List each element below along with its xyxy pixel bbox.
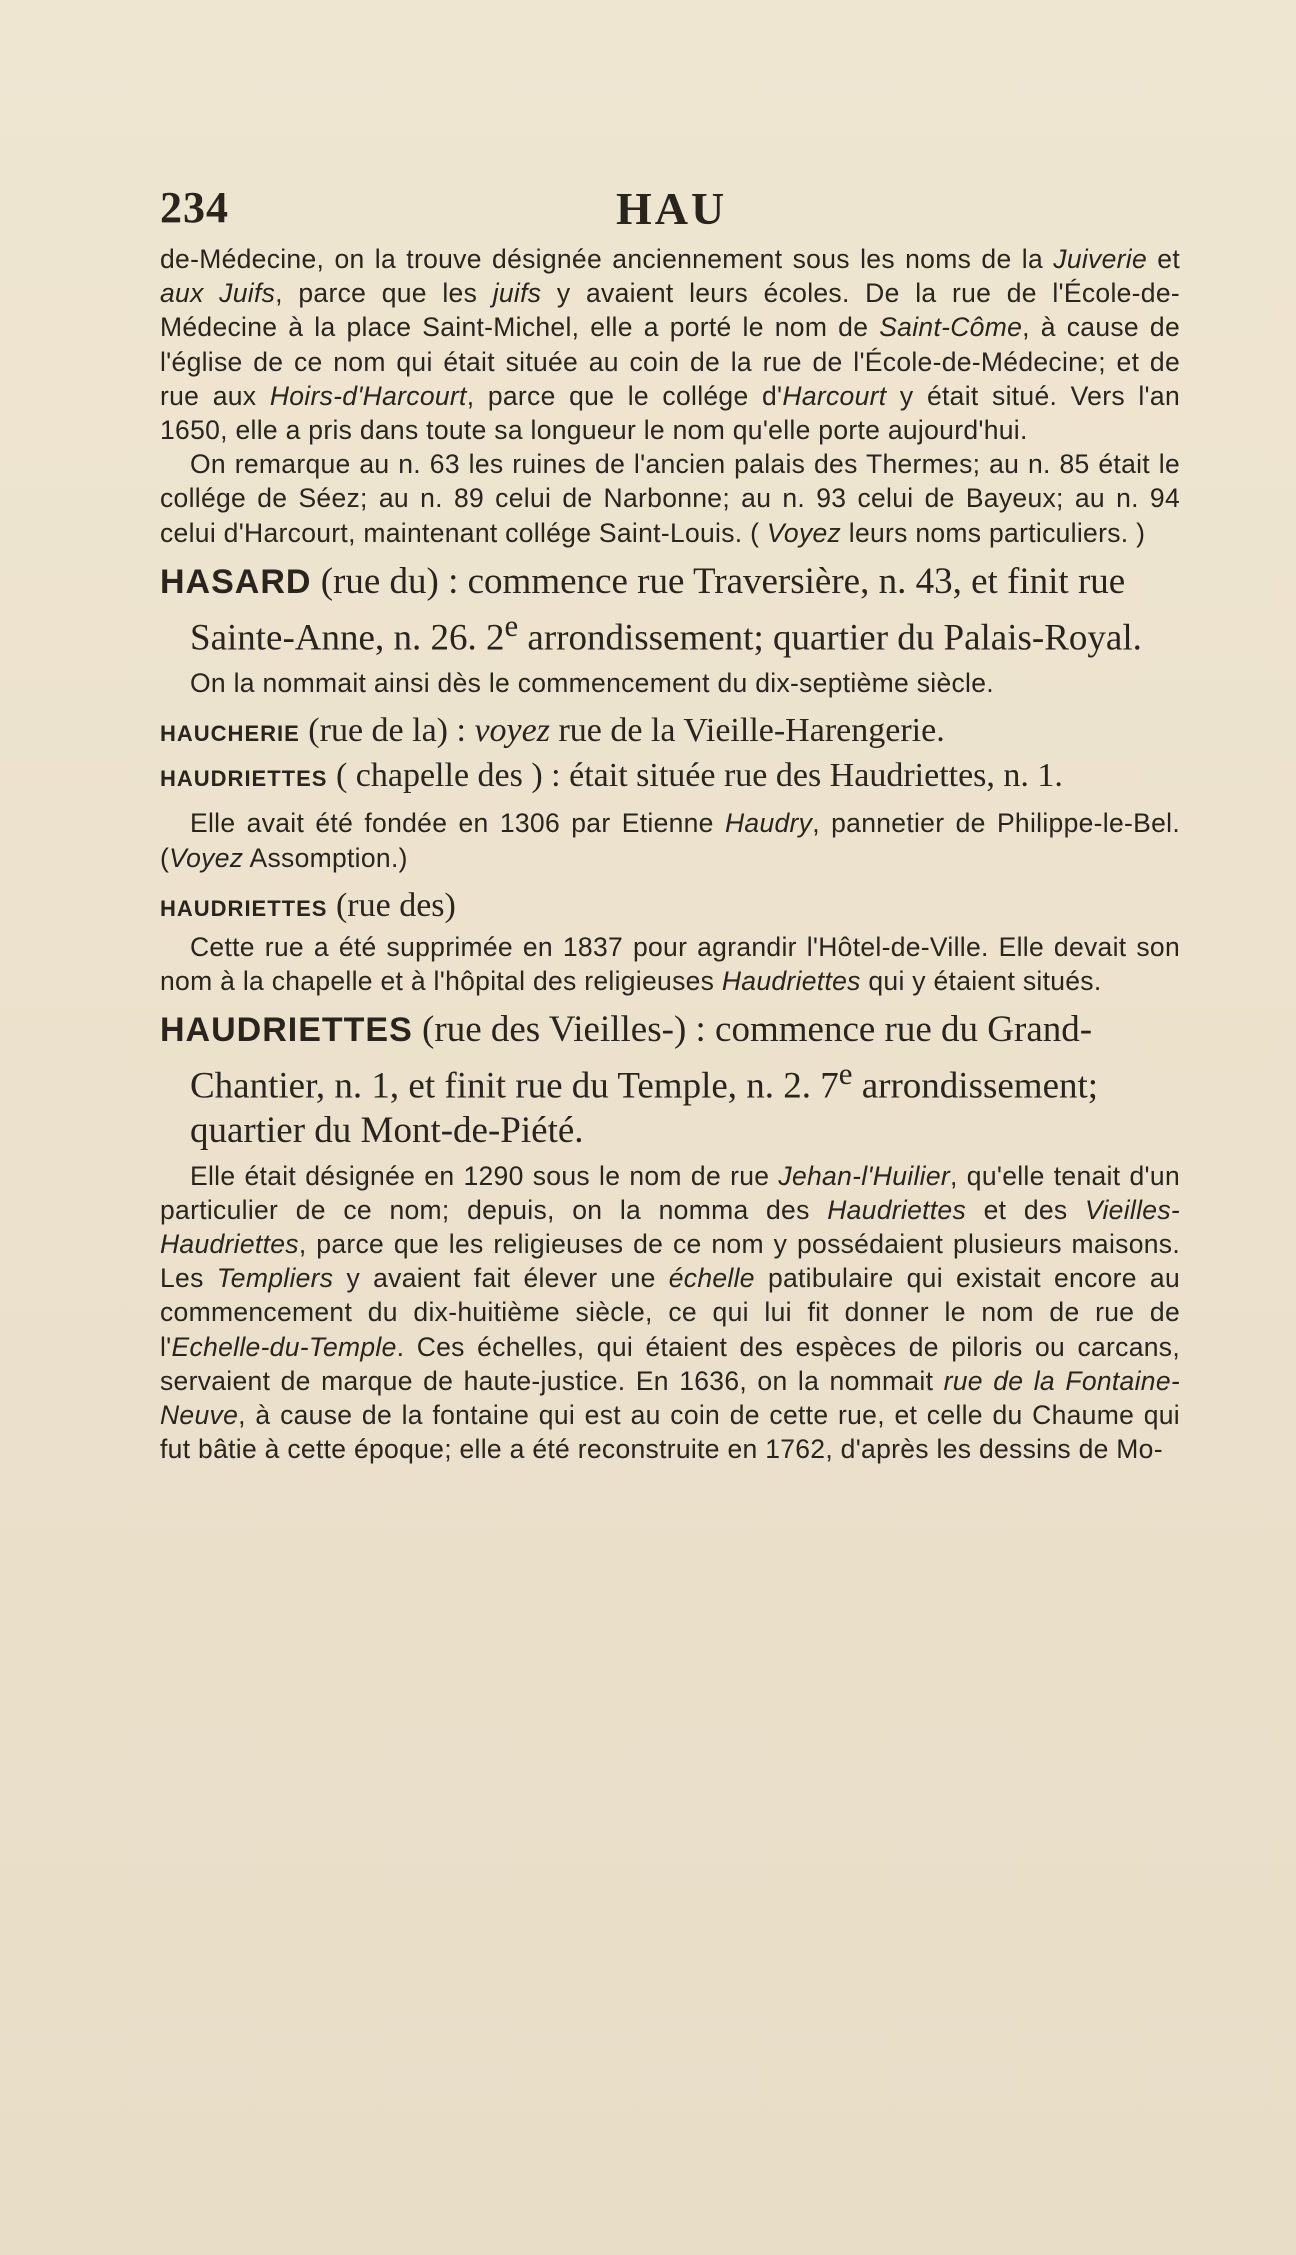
note-haudriettes-vieilles: Elle était désignée en 1290 sous le nom de rue Jehan-l'Huilier, qu'elle tenait d'un particulier de ce nom; depuis, on la nomma des Haudriettes et des Vieilles-Haudriettes, parce que les religieuses de ce nom y possédaient plusieurs maisons. Les Templiers y avaient fait élever une échelle patibulaire qui existait encore au commencement du dix-huitième siècle, ce qui lui fit donner le nom de rue de l'Echelle-du-Temple. Ces échelles, qui étaient des espèces de piloris ou carcans, servaient de marque de haute-justice. En 1636, on la nommait rue de la Fontaine-Neuve, à cause de la fontaine qui est au coin de cette rue, et celle du Chaume qui fut bâtie à cette époque; elle a été reconstruite en 1762, d'après les dessins de Mo- [160, 1160, 1181, 1465]
page-number: 234 [160, 183, 229, 232]
headword-haudriettes-vieilles: HAUDRIETTES [160, 1011, 413, 1050]
headword-haucherie: HAUCHERIE [160, 721, 300, 747]
entry-haudriettes-chapelle: HAUDRIETTES ( chapelle des ) : était située rue des Haudriettes, n. 1. [160, 757, 1063, 795]
headword-haudriettes-chapelle: HAUDRIETTES [160, 766, 328, 792]
headword-hasard: HASARD [160, 562, 312, 601]
note-haudriettes-chapelle: Elle avait été fondée en 1306 par Etienne Haudry, pannetier de Philippe-le-Bel. (Voyez Assomption.) [160, 808, 1180, 873]
headword-haudriettes-rue: HAUDRIETTES [160, 895, 328, 921]
running-head: HAU [616, 183, 728, 234]
paragraph-remarque: On remarque au n. 63 les ruines de l'ancien palais des Thermes; au n. 85 était le collége de Séez; au n. 89 celui de Narbonne; au n. 93 celui de Bayeux; au n. 94 celui d'Harcourt, maintenant collége Saint-Louis. ( Voyez leurs noms particuliers. ) [160, 449, 1180, 548]
note-hasard: On la nommait ainsi dès le commencement du dix-septième siècle. [190, 668, 994, 699]
entry-haucherie: HAUCHERIE (rue de la) : voyez rue de la Vieille-Harengerie. [160, 712, 945, 750]
note-haudriettes-rue: Cette rue a été supprimée en 1837 pour agrandir l'Hôtel-de-Ville. Elle devait son nom à la chapelle et à l'hôpital des religieuses Haudriettes qui y étaient situés. [160, 931, 1180, 996]
entry-haudriettes-vieilles: HAUDRIETTES (rue des Vieilles-) : commence rue du Grand-Chantier, n. 1, et finit rue du Temple, n. 2. 7e arrondissement; quartier du Mont-de-Piété. [160, 1009, 1099, 1151]
paragraph-ecole-de-medecine: de-Médecine, on la trouve désignée anciennement sous les noms de la Juiverie et aux Juifs, parce que les juifs y avaient leurs écoles. De la rue de l'École-de-Médecine à la place Saint-Michel, elle a porté le nom de Saint-Côme, à cause de l'église de ce nom qui était située au coin de la rue de l'École-de-Médecine; et de rue aux Hoirs-d'Harcourt, parce que le collége d'Harcourt y était situé. Vers l'an 1650, elle a pris dans toute sa longueur le nom qu'elle porte aujourd'hui. [160, 244, 1180, 446]
page-header [160, 182, 1180, 242]
entry-haudriettes-rue: HAUDRIETTES (rue des) [160, 886, 456, 924]
entry-hasard: HASARD (rue du) : commence rue Traversière, n. 43, et finit rue Sainte-Anne, n. 26. 2e arrondissement; quartier du Palais-Royal. [160, 560, 1142, 659]
text-column [160, 182, 1180, 1466]
